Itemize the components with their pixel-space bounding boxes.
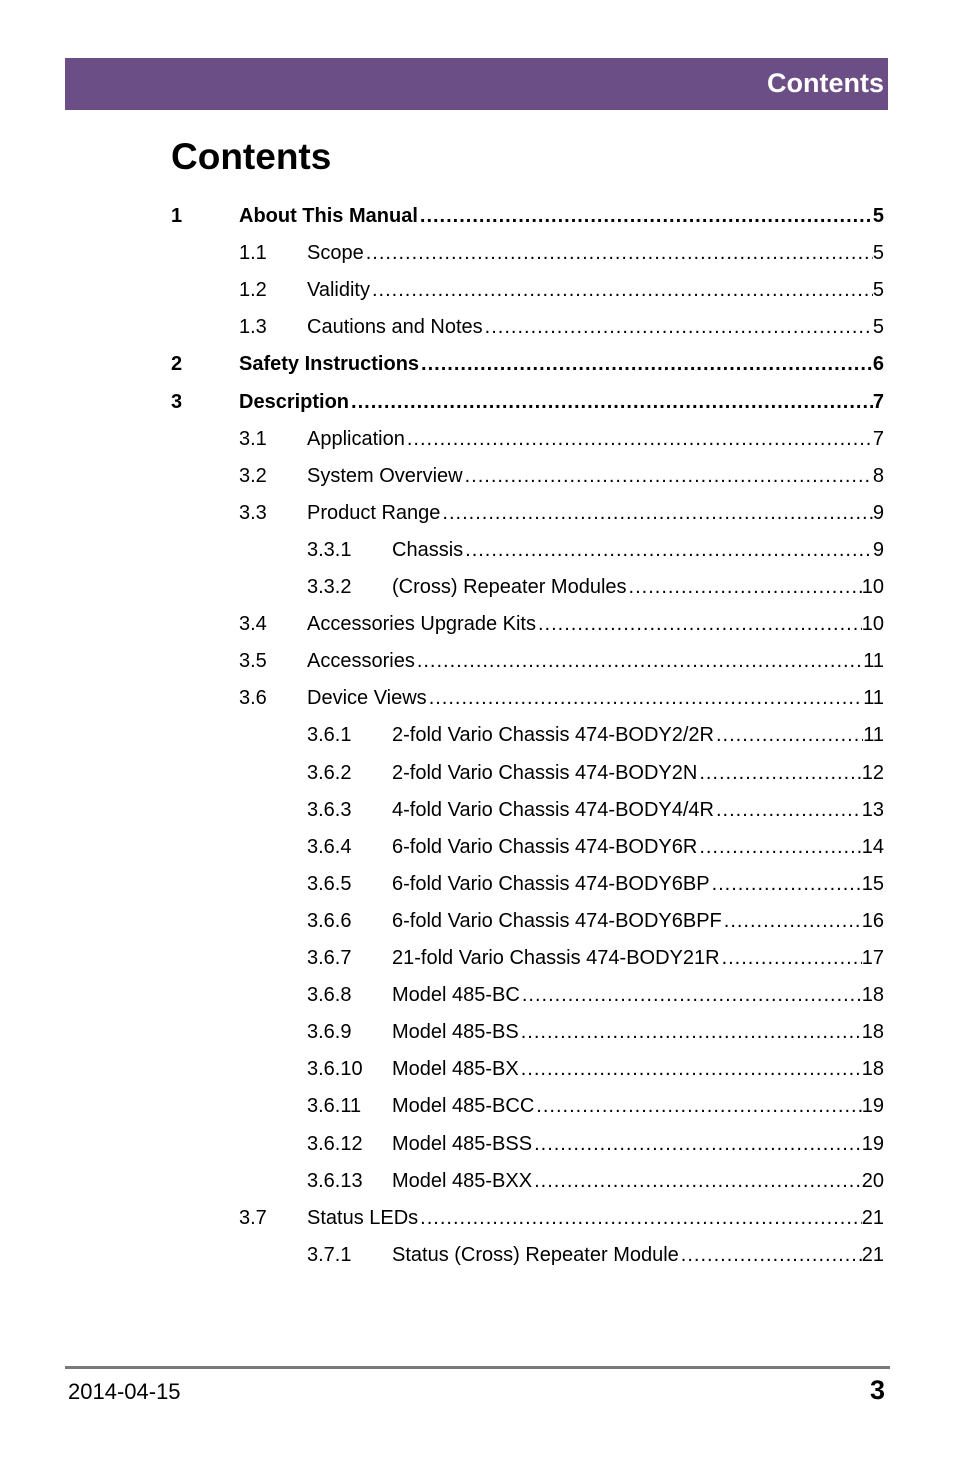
toc-entry[interactable] [0,829,954,866]
toc-entry[interactable] [0,680,954,717]
toc-entry-number: 3.6.2 [307,761,352,784]
toc-entry[interactable] [0,384,954,421]
toc-entry-label: Accessories [307,650,415,673]
toc-dot-leader [536,606,862,643]
toc-entry[interactable] [0,792,954,829]
toc-entry-label: 2-fold Vario Chassis 474-BODY2N [392,761,698,784]
toc-entry-page: 5 [872,279,884,302]
toc-entry-number: 3.6.10 [307,1058,363,1081]
toc-entry-page: 11 [863,724,884,747]
toc-entry-number: 3.4 [239,613,267,636]
toc-entry-label: 6-fold Vario Chassis 474-BODY6R [392,835,698,858]
toc-entry-label: (Cross) Repeater Modules [392,576,627,598]
toc-entry-label: Accessories Upgrade Kits [307,613,536,636]
toc-entry-number: 2 [171,353,183,376]
toc-dot-leader [418,198,873,235]
toc-entry-number: 1.1 [239,242,267,265]
toc-dot-leader [370,272,873,309]
toc-entry-label: 4-fold Vario Chassis 474-BODY4/4R [392,798,714,821]
toc-entry[interactable] [0,1014,954,1051]
footer-divider [65,1366,890,1369]
toc-entry-label: Application [307,427,405,450]
toc-entry-page: 18 [861,1021,884,1044]
toc-entry-page: 14 [861,835,884,858]
toc-entry[interactable] [0,458,954,495]
toc-dot-leader [627,569,862,606]
page-title: Contents [171,136,332,177]
toc-entry-page: 20 [861,1169,884,1192]
toc-entry-page: 5 [872,205,884,227]
toc-entry-label: Model 485-BXX [392,1169,533,1192]
toc-entry-page: 7 [872,427,884,450]
toc-dot-leader [697,829,861,866]
toc-entry-page: 6 [872,353,884,376]
toc-entry[interactable] [0,1051,954,1088]
toc-entry[interactable] [0,940,954,977]
toc-entry[interactable] [0,1200,954,1237]
toc-entry-number: 3.6.12 [307,1132,363,1155]
toc-entry-page: 9 [872,501,884,524]
toc-entry[interactable] [0,198,954,235]
toc-entry-page: 7 [872,390,884,413]
toc-entry-page: 9 [872,538,884,561]
toc-entry[interactable] [0,755,954,792]
toc-entry[interactable] [0,903,954,940]
toc-entry-page: 10 [861,576,884,598]
toc-entry-page: 15 [861,872,884,895]
toc-dot-leader [519,1014,862,1051]
toc-entry-page: 18 [861,1058,884,1081]
toc-entry-label: About This Manual [239,205,418,227]
toc-dot-leader [463,532,873,569]
toc-dot-leader [534,1088,861,1125]
toc-dot-leader [532,1163,862,1200]
toc-dot-leader [418,1200,862,1237]
toc-entry-number: 1.2 [239,279,267,302]
toc-entry-label: System Overview [307,464,463,487]
toc-entry-label: 6-fold Vario Chassis 474-BODY6BP [392,872,710,895]
toc-entry-page: 11 [863,650,884,673]
toc-entry-number: 3.6.13 [307,1169,363,1192]
toc-entry-number: 3.6.7 [307,947,352,969]
toc-entry[interactable] [0,532,954,569]
toc-entry-label: Model 485-BSS [392,1132,533,1155]
toc-entry[interactable] [0,309,954,346]
toc-entry[interactable] [0,495,954,532]
toc-entry-label: 21-fold Vario Chassis 474-BODY21R [392,947,720,969]
toc-dot-leader [714,792,862,829]
toc-entry-number: 3.6.9 [307,1021,352,1044]
toc-entry-page: 11 [863,687,884,710]
toc-entry-number: 3.6.3 [307,798,352,821]
toc-dot-leader [364,235,873,272]
toc-entry[interactable] [0,1088,954,1125]
toc-entry-number: 3.3 [239,501,267,524]
toc-entry-number: 3.7 [239,1206,267,1229]
toc-entry[interactable] [0,569,954,606]
toc-dot-leader [722,903,862,940]
toc-entry-page: 13 [861,798,884,821]
toc-entry-label: Safety Instructions [239,353,420,376]
toc-dot-leader [415,643,863,680]
toc-entry-page: 5 [872,316,884,339]
toc-dot-leader [405,421,873,458]
toc-entry[interactable] [0,977,954,1014]
toc-entry-number: 3.6.5 [307,872,352,895]
toc-dot-leader [710,866,862,903]
toc-dot-leader [519,1051,862,1088]
toc-entry-page: 19 [861,1132,884,1155]
toc-entry-label: Model 485-BX [392,1058,519,1081]
toc-dot-leader [419,346,873,383]
toc-entry-label: 2-fold Vario Chassis 474-BODY2/2R [392,724,714,747]
toc-entry-number: 3.6.8 [307,984,352,1007]
toc-entry-label: Description [239,390,350,413]
toc-entry-number: 3.3.2 [307,576,352,598]
toc-dot-leader [440,495,872,532]
toc-dot-leader [427,680,864,717]
toc-dot-leader [697,755,861,792]
toc-entry-number: 3.6.1 [307,724,352,747]
toc-entry[interactable] [0,421,954,458]
toc-entry-page: 17 [861,947,884,969]
toc-entry-label: Validity [307,279,370,302]
toc-entry-label: Status LEDs [307,1206,419,1229]
toc-entry[interactable] [0,717,954,754]
header-band [65,58,888,110]
toc-entry-label: Cautions and Notes [307,316,483,339]
toc-entry-label: Product Range [307,501,441,524]
toc-dot-leader [714,717,863,754]
toc-entry-number: 3.1 [239,427,267,450]
toc-dot-leader [679,1237,862,1274]
toc-entry-page: 10 [861,613,884,636]
toc-entry-number: 1.3 [239,316,267,339]
footer-date: 2014-04-15 [68,1379,181,1404]
header-title: Contents [767,68,884,98]
toc-entry-label: Model 485-BCC [392,1095,535,1118]
footer-page-number: 3 [869,1375,885,1405]
toc-entry-number: 3.6 [239,687,267,710]
toc-entry-number: 3.3.1 [307,538,352,561]
toc-dot-leader [463,458,873,495]
toc-entry-page: 21 [861,1243,884,1266]
toc-entry-label: Device Views [307,687,427,710]
toc-entry[interactable] [0,606,954,643]
toc-entry-label: Model 485-BC [392,984,520,1007]
toc-entry-label: 6-fold Vario Chassis 474-BODY6BPF [392,909,722,932]
toc-entry-page: 19 [861,1095,884,1118]
toc-entry[interactable] [0,346,954,383]
toc-entry-page: 21 [861,1206,884,1229]
toc-entry[interactable] [0,1126,954,1163]
toc-entry[interactable] [0,1237,954,1274]
toc-entry-number: 3 [171,390,183,413]
toc-entry-page: 5 [872,242,884,265]
toc-entry-number: 1 [171,205,183,227]
toc-entry-label: Status (Cross) Repeater Module [392,1243,679,1266]
toc-entry-page: 18 [861,984,884,1007]
toc-dot-leader [720,940,862,977]
toc-entry-number: 3.6.11 [307,1095,362,1118]
toc-entry-label: Chassis [392,538,464,561]
toc-dot-leader [483,309,873,346]
toc-dot-leader [532,1126,862,1163]
toc-entry-number: 3.2 [239,464,267,487]
toc-entry[interactable] [0,1163,954,1200]
toc-entry-label: Model 485-BS [392,1021,519,1044]
toc-entry[interactable] [0,866,954,903]
toc-dot-leader [349,384,873,421]
toc-entry-number: 3.6.6 [307,909,352,932]
toc-entry[interactable] [0,643,954,680]
toc-entry-page: 16 [861,909,884,932]
toc-entry-number: 3.6.4 [307,835,352,858]
toc-dot-leader [520,977,862,1014]
toc-entry-number: 3.5 [239,650,267,673]
toc-entry-page: 8 [872,464,884,487]
toc-entry[interactable] [0,272,954,309]
toc-entry-number: 3.7.1 [307,1243,352,1266]
toc-entry[interactable] [0,235,954,272]
toc-entry-page: 12 [861,761,884,784]
toc-entry-label: Scope [307,242,364,265]
